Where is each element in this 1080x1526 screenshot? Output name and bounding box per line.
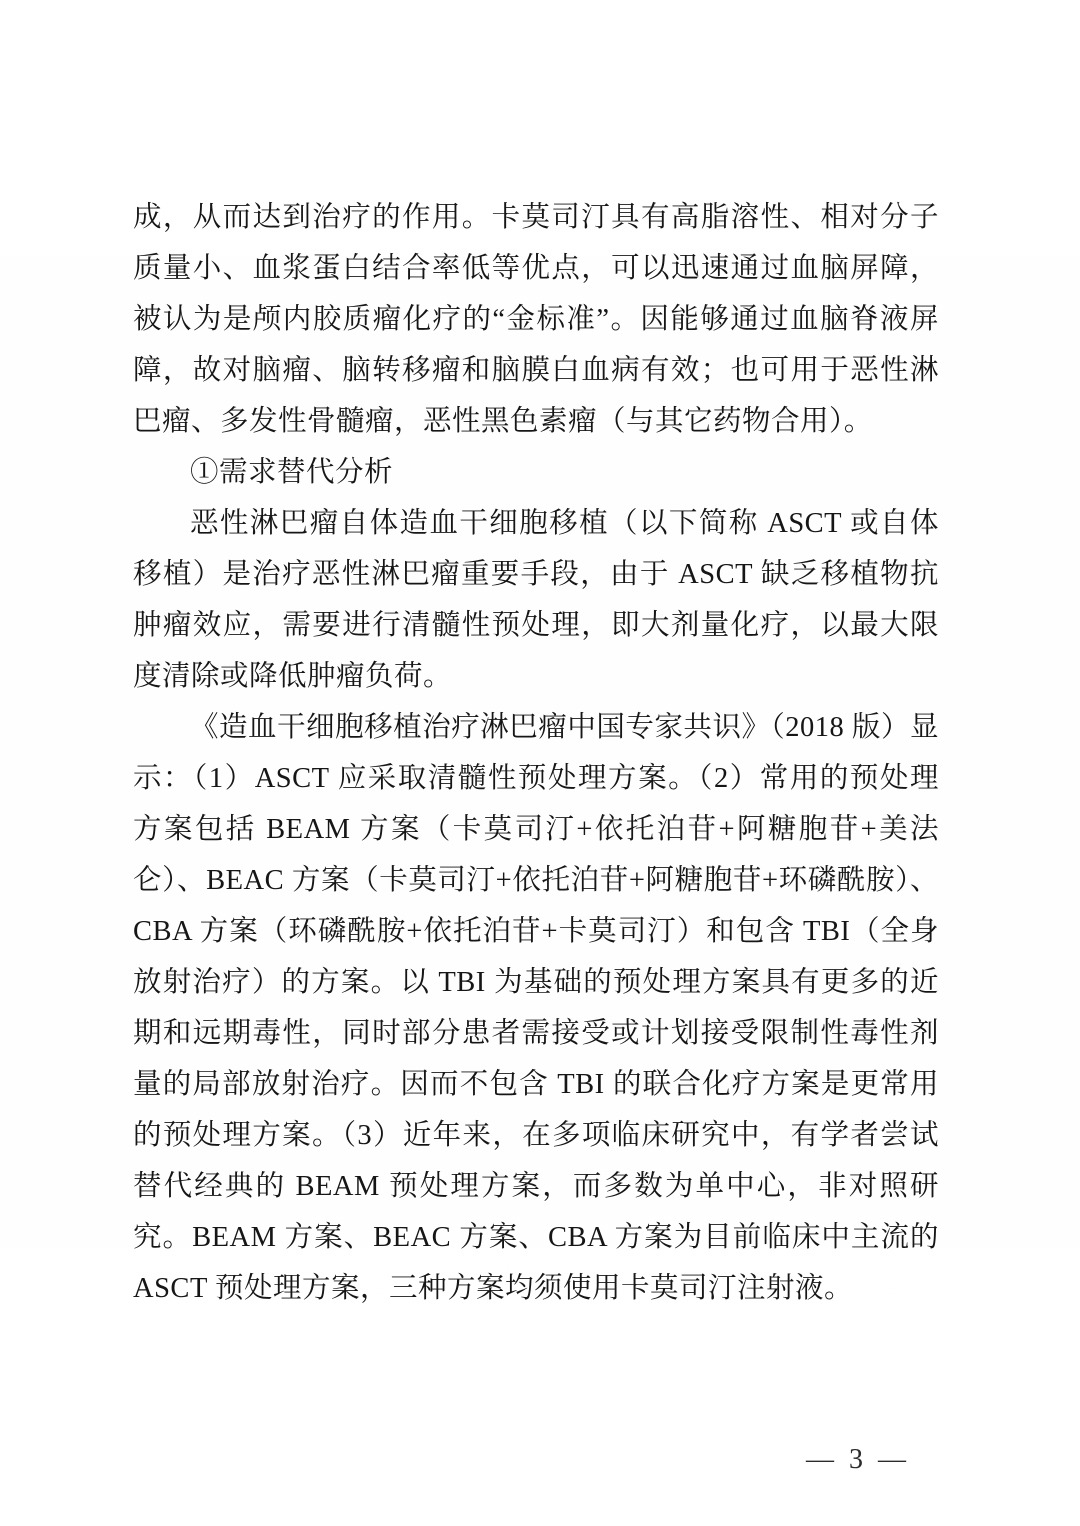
body-paragraph-continuation: 成，从而达到治疗的作用。卡莫司汀具有高脂溶性、相对分子质量小、血浆蛋白结合率低等优点，可以迅速通过血脑屏障，被认为是颅内胶质瘤化疗的“金标准”。因能够通过血脑脊液屏障，故对脑瘤、脑转移瘤和脑膜白血病有效；也可用于恶性淋巴瘤、多发性骨髓瘤，恶性黑色素瘤（与其它药物合用）。	[133, 202, 939, 437]
text-block	[133, 192, 939, 1314]
page-number: — 3 —	[806, 1444, 910, 1475]
section-heading: ①需求替代分析	[190, 457, 394, 488]
body-paragraph: 恶性淋巴瘤自体造血干细胞移植（以下简称 ASCT 或自体移植）是治疗恶性淋巴瘤重要手段，由于 ASCT 缺乏移植物抗肿瘤效应，需要进行清髓性预处理，即大剂量化疗，以最大限度清除或降低肿瘤负荷。	[133, 508, 939, 692]
body-paragraph: 《造血干细胞移植治疗淋巴瘤中国专家共识》（2018 版）显示：（1）ASCT 应采取清髓性预处理方案。（2）常用的预处理方案包括 BEAM 方案（卡莫司汀+依托泊苷+阿糖胞苷+美法仑）、BEAC 方案（卡莫司汀+依托泊苷+阿糖胞苷+环磷酰胺）、CBA 方案（环磷酰胺+依托泊苷+卡莫司汀）和包含 TBI（全身放射治疗）的方案。以 TBI 为基础的预处理方案具有更多的近期和远期毒性，同时部分患者需接受或计划接受限制性毒性剂量的局部放射治疗。因而不包含 TBI 的联合化疗方案是更常用的预处理方案。（3）近年来，在多项临床研究中，有学者尝试替代经典的 BEAM 预处理方案，而多数为单中心，非对照研究。BEAM 方案、BEAC 方案、CBA 方案为目前临床中主流的 ASCT 预处理方案，三种方案均须使用卡莫司汀注射液。	[133, 712, 939, 1304]
